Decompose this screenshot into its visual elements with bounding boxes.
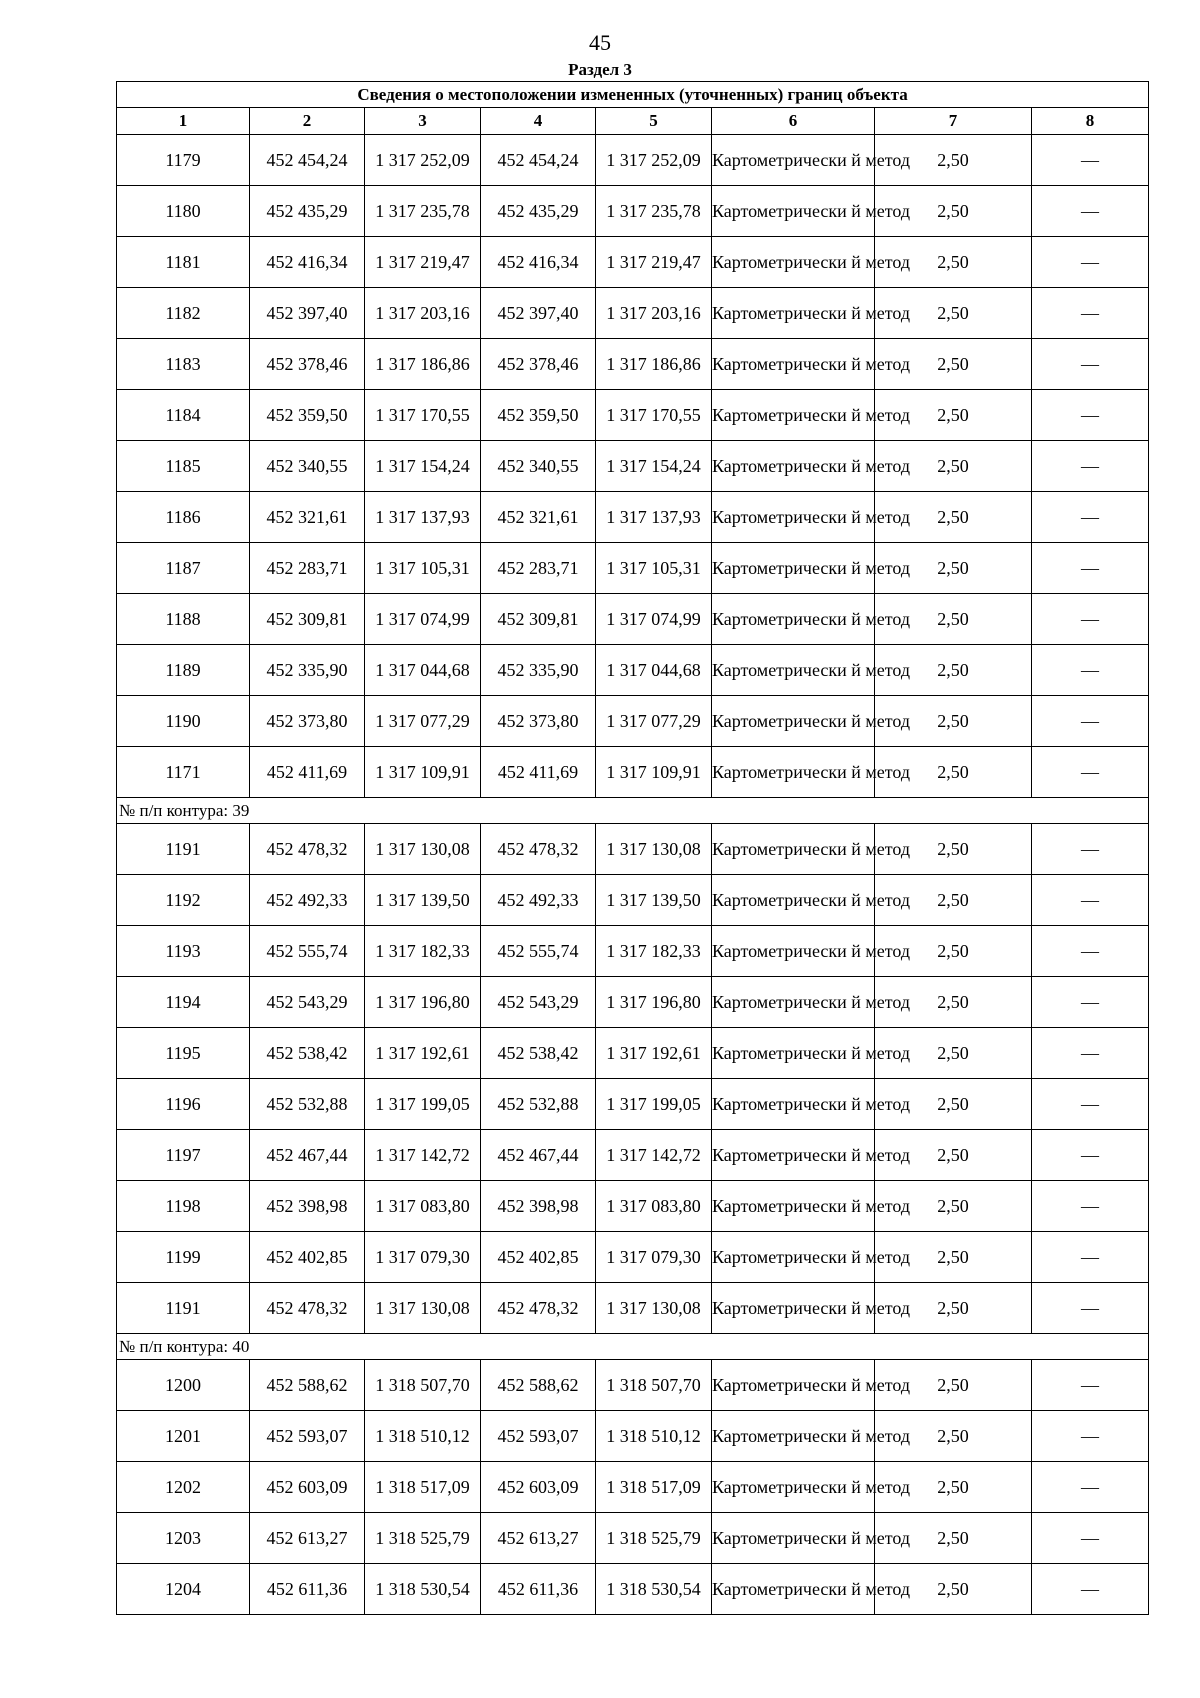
y-new-cell: 1 317 083,80 [596,1181,712,1232]
contour-header-row [117,1334,1149,1360]
y-old-cell: 1 317 105,31 [365,543,481,594]
y-new-cell: 1 318 530,54 [596,1564,712,1615]
point-number-cell: 1198 [117,1181,250,1232]
y-old-cell: 1 317 079,30 [365,1232,481,1283]
accuracy-cell: 2,50 [875,747,1032,798]
point-number-cell: 1203 [117,1513,250,1564]
x-old-cell: 452 309,81 [250,594,365,645]
boundary-coordinates-table [116,81,1149,1615]
x-old-cell: 452 373,80 [250,696,365,747]
y-new-cell: 1 317 235,78 [596,186,712,237]
section-title: Раздел 3 [568,60,632,79]
table-row [117,1232,1149,1283]
point-number-cell: 1201 [117,1411,250,1462]
point-number-cell: 1197 [117,1130,250,1181]
description-cell: — [1032,1130,1149,1181]
x-old-cell: 452 454,24 [250,135,365,186]
description-cell: — [1032,594,1149,645]
table-row [117,1283,1149,1334]
table-row [117,1411,1149,1462]
x-new-cell: 452 340,55 [481,441,596,492]
method-cell: Картометрически й метод [712,492,875,543]
method-cell: Картометрически й метод [712,977,875,1028]
x-old-cell: 452 321,61 [250,492,365,543]
x-new-cell: 452 588,62 [481,1360,596,1411]
y-new-cell: 1 318 507,70 [596,1360,712,1411]
description-cell: — [1032,1360,1149,1411]
x-new-cell: 452 359,50 [481,390,596,441]
x-new-cell: 452 411,69 [481,747,596,798]
x-new-cell: 452 435,29 [481,186,596,237]
x-old-cell: 452 335,90 [250,645,365,696]
x-old-cell: 452 378,46 [250,339,365,390]
y-old-cell: 1 317 199,05 [365,1079,481,1130]
method-cell: Картометрически й метод [712,594,875,645]
x-new-cell: 452 532,88 [481,1079,596,1130]
accuracy-cell: 2,50 [875,594,1032,645]
y-new-cell: 1 317 044,68 [596,645,712,696]
table-row [117,1181,1149,1232]
x-new-cell: 452 478,32 [481,824,596,875]
point-number-cell: 1191 [117,1283,250,1334]
y-old-cell: 1 317 252,09 [365,135,481,186]
point-number-cell: 1185 [117,441,250,492]
method-cell: Картометрически й метод [712,237,875,288]
accuracy-cell: 2,50 [875,926,1032,977]
method-cell: Картометрически й метод [712,288,875,339]
table-row [117,339,1149,390]
point-number-cell: 1186 [117,492,250,543]
method-cell: Картометрически й метод [712,1564,875,1615]
description-cell: — [1032,926,1149,977]
x-old-cell: 452 398,98 [250,1181,365,1232]
x-new-cell: 452 283,71 [481,543,596,594]
x-old-cell: 452 603,09 [250,1462,365,1513]
point-number-cell: 1196 [117,1079,250,1130]
x-new-cell: 452 373,80 [481,696,596,747]
y-old-cell: 1 317 142,72 [365,1130,481,1181]
method-cell: Картометрически й метод [712,926,875,977]
x-new-cell: 452 611,36 [481,1564,596,1615]
table-row [117,1130,1149,1181]
description-cell: — [1032,875,1149,926]
point-number-cell: 1195 [117,1028,250,1079]
y-new-cell: 1 317 252,09 [596,135,712,186]
column-number: 7 [875,108,1032,135]
point-number-cell: 1184 [117,390,250,441]
point-number-cell: 1194 [117,977,250,1028]
contour-label: № п/п контура: 40 [117,1334,1149,1360]
table-row [117,1028,1149,1079]
description-cell: — [1032,135,1149,186]
table-row [117,1360,1149,1411]
point-number-cell: 1199 [117,1232,250,1283]
method-cell: Картометрически й метод [712,1513,875,1564]
description-cell: — [1032,237,1149,288]
x-old-cell: 452 411,69 [250,747,365,798]
x-old-cell: 452 492,33 [250,875,365,926]
column-number: 4 [481,108,596,135]
description-cell: — [1032,1513,1149,1564]
x-old-cell: 452 613,27 [250,1513,365,1564]
y-new-cell: 1 317 105,31 [596,543,712,594]
table-row [117,441,1149,492]
y-old-cell: 1 318 517,09 [365,1462,481,1513]
description-cell: — [1032,186,1149,237]
description-cell: — [1032,1462,1149,1513]
column-number: 3 [365,108,481,135]
table-row [117,186,1149,237]
table-row [117,135,1149,186]
x-new-cell: 452 402,85 [481,1232,596,1283]
y-new-cell: 1 317 186,86 [596,339,712,390]
description-cell: — [1032,543,1149,594]
point-number-cell: 1182 [117,288,250,339]
x-old-cell: 452 467,44 [250,1130,365,1181]
table-row [117,875,1149,926]
point-number-cell: 1180 [117,186,250,237]
description-cell: — [1032,1181,1149,1232]
method-cell: Картометрически й метод [712,339,875,390]
description-cell: — [1032,1079,1149,1130]
column-number: 5 [596,108,712,135]
description-cell: — [1032,390,1149,441]
table-row [117,288,1149,339]
x-new-cell: 452 309,81 [481,594,596,645]
table-row [117,1513,1149,1564]
y-old-cell: 1 317 074,99 [365,594,481,645]
y-new-cell: 1 318 517,09 [596,1462,712,1513]
x-old-cell: 452 340,55 [250,441,365,492]
accuracy-cell: 2,50 [875,1232,1032,1283]
y-new-cell: 1 318 510,12 [596,1411,712,1462]
description-cell: — [1032,1411,1149,1462]
y-new-cell: 1 317 077,29 [596,696,712,747]
y-new-cell: 1 318 525,79 [596,1513,712,1564]
y-old-cell: 1 318 507,70 [365,1360,481,1411]
x-new-cell: 452 603,09 [481,1462,596,1513]
point-number-cell: 1171 [117,747,250,798]
table-row [117,977,1149,1028]
accuracy-cell: 2,50 [875,390,1032,441]
accuracy-cell: 2,50 [875,696,1032,747]
description-cell: — [1032,288,1149,339]
table-body [117,135,1149,1615]
y-old-cell: 1 317 186,86 [365,339,481,390]
x-new-cell: 452 398,98 [481,1181,596,1232]
point-number-cell: 1192 [117,875,250,926]
y-new-cell: 1 317 196,80 [596,977,712,1028]
description-cell: — [1032,696,1149,747]
y-new-cell: 1 317 137,93 [596,492,712,543]
y-new-cell: 1 317 130,08 [596,1283,712,1334]
method-cell: Картометрически й метод [712,1411,875,1462]
x-new-cell: 452 378,46 [481,339,596,390]
x-old-cell: 452 532,88 [250,1079,365,1130]
accuracy-cell: 2,50 [875,1513,1032,1564]
point-number-cell: 1200 [117,1360,250,1411]
table-row [117,1462,1149,1513]
method-cell: Картометрически й метод [712,1462,875,1513]
method-cell: Картометрически й метод [712,1130,875,1181]
accuracy-cell: 2,50 [875,1181,1032,1232]
table-row [117,594,1149,645]
accuracy-cell: 2,50 [875,875,1032,926]
y-new-cell: 1 317 130,08 [596,824,712,875]
x-new-cell: 452 454,24 [481,135,596,186]
x-old-cell: 452 611,36 [250,1564,365,1615]
column-number: 8 [1032,108,1149,135]
point-number-cell: 1204 [117,1564,250,1615]
y-old-cell: 1 317 077,29 [365,696,481,747]
x-old-cell: 452 478,32 [250,1283,365,1334]
y-new-cell: 1 317 203,16 [596,288,712,339]
method-cell: Картометрически й метод [712,1079,875,1130]
description-cell: — [1032,824,1149,875]
method-cell: Картометрически й метод [712,1283,875,1334]
accuracy-cell: 2,50 [875,1564,1032,1615]
method-cell: Картометрически й метод [712,390,875,441]
point-number-cell: 1187 [117,543,250,594]
method-cell: Картометрически й метод [712,696,875,747]
point-number-cell: 1190 [117,696,250,747]
x-new-cell: 452 492,33 [481,875,596,926]
point-number-cell: 1189 [117,645,250,696]
x-new-cell: 452 543,29 [481,977,596,1028]
description-cell: — [1032,492,1149,543]
y-old-cell: 1 317 182,33 [365,926,481,977]
description-cell: — [1032,747,1149,798]
y-new-cell: 1 317 142,72 [596,1130,712,1181]
method-cell: Картометрически й метод [712,1028,875,1079]
method-cell: Картометрически й метод [712,1181,875,1232]
y-old-cell: 1 317 192,61 [365,1028,481,1079]
y-old-cell: 1 317 083,80 [365,1181,481,1232]
y-new-cell: 1 317 219,47 [596,237,712,288]
accuracy-cell: 2,50 [875,977,1032,1028]
accuracy-cell: 2,50 [875,339,1032,390]
x-new-cell: 452 335,90 [481,645,596,696]
y-new-cell: 1 317 192,61 [596,1028,712,1079]
table-row [117,824,1149,875]
x-new-cell: 452 538,42 [481,1028,596,1079]
x-old-cell: 452 538,42 [250,1028,365,1079]
point-number-cell: 1181 [117,237,250,288]
y-new-cell: 1 317 154,24 [596,441,712,492]
x-new-cell: 452 467,44 [481,1130,596,1181]
y-new-cell: 1 317 199,05 [596,1079,712,1130]
x-old-cell: 452 593,07 [250,1411,365,1462]
table-row [117,237,1149,288]
y-old-cell: 1 317 130,08 [365,824,481,875]
accuracy-cell: 2,50 [875,135,1032,186]
column-number: 2 [250,108,365,135]
y-old-cell: 1 318 530,54 [365,1564,481,1615]
x-old-cell: 452 397,40 [250,288,365,339]
y-old-cell: 1 317 235,78 [365,186,481,237]
accuracy-cell: 2,50 [875,237,1032,288]
method-cell: Картометрически й метод [712,441,875,492]
y-old-cell: 1 317 130,08 [365,1283,481,1334]
y-old-cell: 1 318 525,79 [365,1513,481,1564]
x-old-cell: 452 359,50 [250,390,365,441]
contour-label: № п/п контура: 39 [117,798,1149,824]
x-old-cell: 452 543,29 [250,977,365,1028]
accuracy-cell: 2,50 [875,186,1032,237]
method-cell: Картометрически й метод [712,645,875,696]
description-cell: — [1032,441,1149,492]
point-number-cell: 1191 [117,824,250,875]
point-number-cell: 1183 [117,339,250,390]
accuracy-cell: 2,50 [875,1360,1032,1411]
accuracy-cell: 2,50 [875,824,1032,875]
x-old-cell: 452 555,74 [250,926,365,977]
y-new-cell: 1 317 139,50 [596,875,712,926]
method-cell: Картометрически й метод [712,543,875,594]
y-old-cell: 1 317 170,55 [365,390,481,441]
column-number: 1 [117,108,250,135]
method-cell: Картометрически й метод [712,1232,875,1283]
accuracy-cell: 2,50 [875,492,1032,543]
accuracy-cell: 2,50 [875,1079,1032,1130]
page-number: 45 [589,30,611,55]
y-old-cell: 1 317 203,16 [365,288,481,339]
y-new-cell: 1 317 182,33 [596,926,712,977]
column-number-row [117,108,1149,135]
point-number-cell: 1179 [117,135,250,186]
x-new-cell: 452 555,74 [481,926,596,977]
method-cell: Картометрически й метод [712,824,875,875]
accuracy-cell: 2,50 [875,1283,1032,1334]
method-cell: Картометрически й метод [712,747,875,798]
accuracy-cell: 2,50 [875,543,1032,594]
description-cell: — [1032,1564,1149,1615]
y-old-cell: 1 317 137,93 [365,492,481,543]
accuracy-cell: 2,50 [875,645,1032,696]
x-new-cell: 452 478,32 [481,1283,596,1334]
description-cell: — [1032,1283,1149,1334]
x-old-cell: 452 283,71 [250,543,365,594]
x-old-cell: 452 416,34 [250,237,365,288]
x-old-cell: 452 478,32 [250,824,365,875]
x-new-cell: 452 416,34 [481,237,596,288]
column-number: 6 [712,108,875,135]
table-caption: Сведения о местоположении измененных (уточненных) границ объекта [117,82,1149,108]
method-cell: Картометрически й метод [712,186,875,237]
y-old-cell: 1 317 219,47 [365,237,481,288]
x-new-cell: 452 593,07 [481,1411,596,1462]
y-new-cell: 1 317 170,55 [596,390,712,441]
accuracy-cell: 2,50 [875,288,1032,339]
accuracy-cell: 2,50 [875,1411,1032,1462]
accuracy-cell: 2,50 [875,1130,1032,1181]
x-new-cell: 452 321,61 [481,492,596,543]
description-cell: — [1032,1028,1149,1079]
table-row [117,390,1149,441]
x-old-cell: 452 588,62 [250,1360,365,1411]
method-cell: Картометрически й метод [712,135,875,186]
y-new-cell: 1 317 074,99 [596,594,712,645]
y-new-cell: 1 317 079,30 [596,1232,712,1283]
description-cell: — [1032,645,1149,696]
table-row [117,543,1149,594]
table-row [117,1564,1149,1615]
method-cell: Картометрически й метод [712,875,875,926]
y-old-cell: 1 317 044,68 [365,645,481,696]
table-row [117,645,1149,696]
point-number-cell: 1188 [117,594,250,645]
table-row [117,1079,1149,1130]
contour-header-row [117,798,1149,824]
accuracy-cell: 2,50 [875,1028,1032,1079]
y-old-cell: 1 317 139,50 [365,875,481,926]
accuracy-cell: 2,50 [875,1462,1032,1513]
x-old-cell: 452 435,29 [250,186,365,237]
table-caption-row [117,82,1149,108]
y-old-cell: 1 317 196,80 [365,977,481,1028]
method-cell: Картометрически й метод [712,1360,875,1411]
description-cell: — [1032,339,1149,390]
x-old-cell: 452 402,85 [250,1232,365,1283]
table-row [117,926,1149,977]
y-old-cell: 1 318 510,12 [365,1411,481,1462]
point-number-cell: 1202 [117,1462,250,1513]
y-old-cell: 1 317 154,24 [365,441,481,492]
x-new-cell: 452 613,27 [481,1513,596,1564]
table-row [117,696,1149,747]
y-old-cell: 1 317 109,91 [365,747,481,798]
accuracy-cell: 2,50 [875,441,1032,492]
y-new-cell: 1 317 109,91 [596,747,712,798]
x-new-cell: 452 397,40 [481,288,596,339]
point-number-cell: 1193 [117,926,250,977]
description-cell: — [1032,977,1149,1028]
table-row [117,492,1149,543]
table-row [117,747,1149,798]
description-cell: — [1032,1232,1149,1283]
